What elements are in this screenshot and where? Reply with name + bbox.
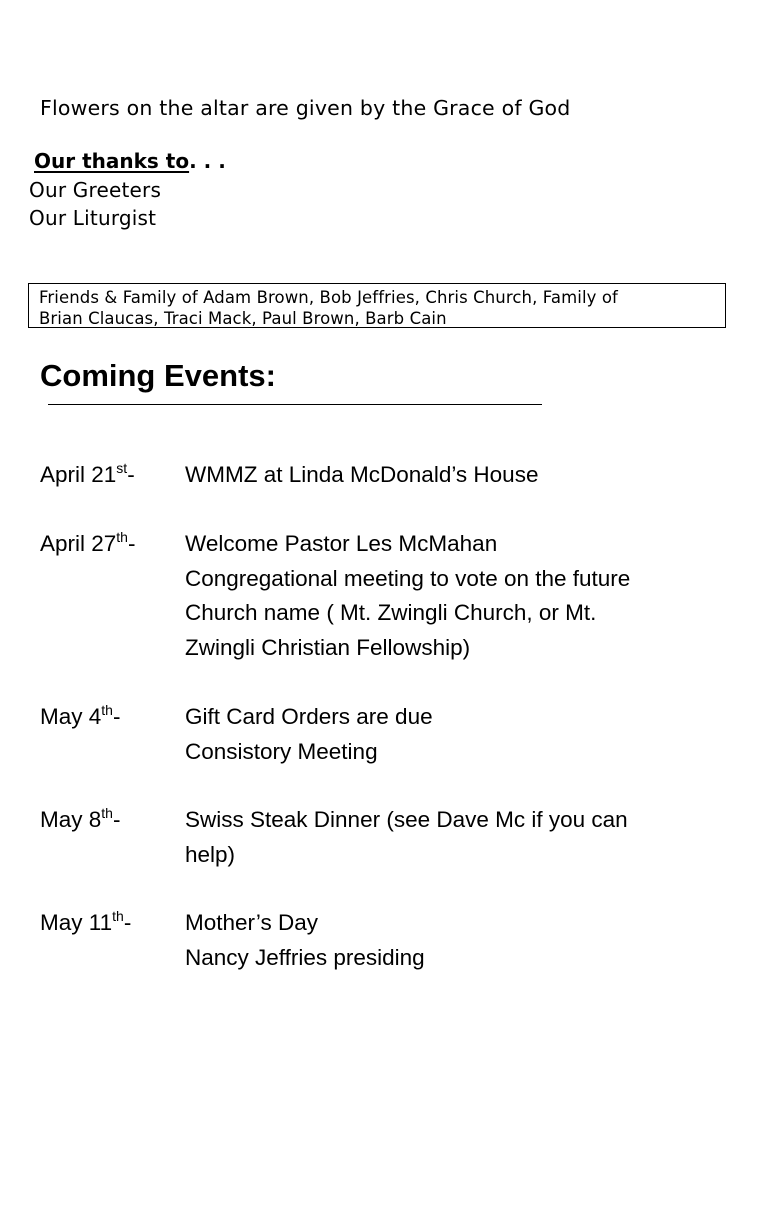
event-date: May 4th- xyxy=(40,702,121,729)
event-description: Welcome Pastor Les McMahan Congregational meeting to vote on the future Church name ( Mt. Zwingli Church, or Mt. Zwingli Christian Fellowship) xyxy=(185,531,631,660)
title-divider xyxy=(48,404,542,405)
thanks-item-liturgist: Our Liturgist xyxy=(29,206,157,230)
coming-events-title: Coming Events: xyxy=(40,358,276,393)
thanks-heading-text: Our thanks to xyxy=(34,149,190,173)
memorial-line: Brian Claucas, Traci Mack, Paul Brown, Barb Cain xyxy=(39,309,447,328)
memorial-box xyxy=(28,283,726,328)
event-date: April 27th- xyxy=(40,529,136,556)
event-description: Swiss Steak Dinner (see Dave Mc if you can help) xyxy=(185,807,628,867)
thanks-list xyxy=(29,176,161,232)
event-date: May 8th- xyxy=(40,805,121,832)
thanks-item-greeters: Our Greeters xyxy=(29,178,162,202)
flowers-dedication: Flowers on the altar are given by the Grace of God xyxy=(40,96,571,120)
event-description: WMMZ at Linda McDonald’s House xyxy=(185,462,539,487)
thanks-heading xyxy=(34,149,226,173)
thanks-heading-ellipsis: . . . xyxy=(189,149,226,173)
event-description: Gift Card Orders are due Consistory Meeting xyxy=(185,704,433,764)
memorial-line: Friends & Family of Adam Brown, Bob Jeffries, Chris Church, Family of xyxy=(39,288,618,307)
event-date: May 11th- xyxy=(40,908,132,935)
event-description: Mother’s Day Nancy Jeffries presiding xyxy=(185,910,425,970)
event-date: April 21st- xyxy=(40,460,135,487)
